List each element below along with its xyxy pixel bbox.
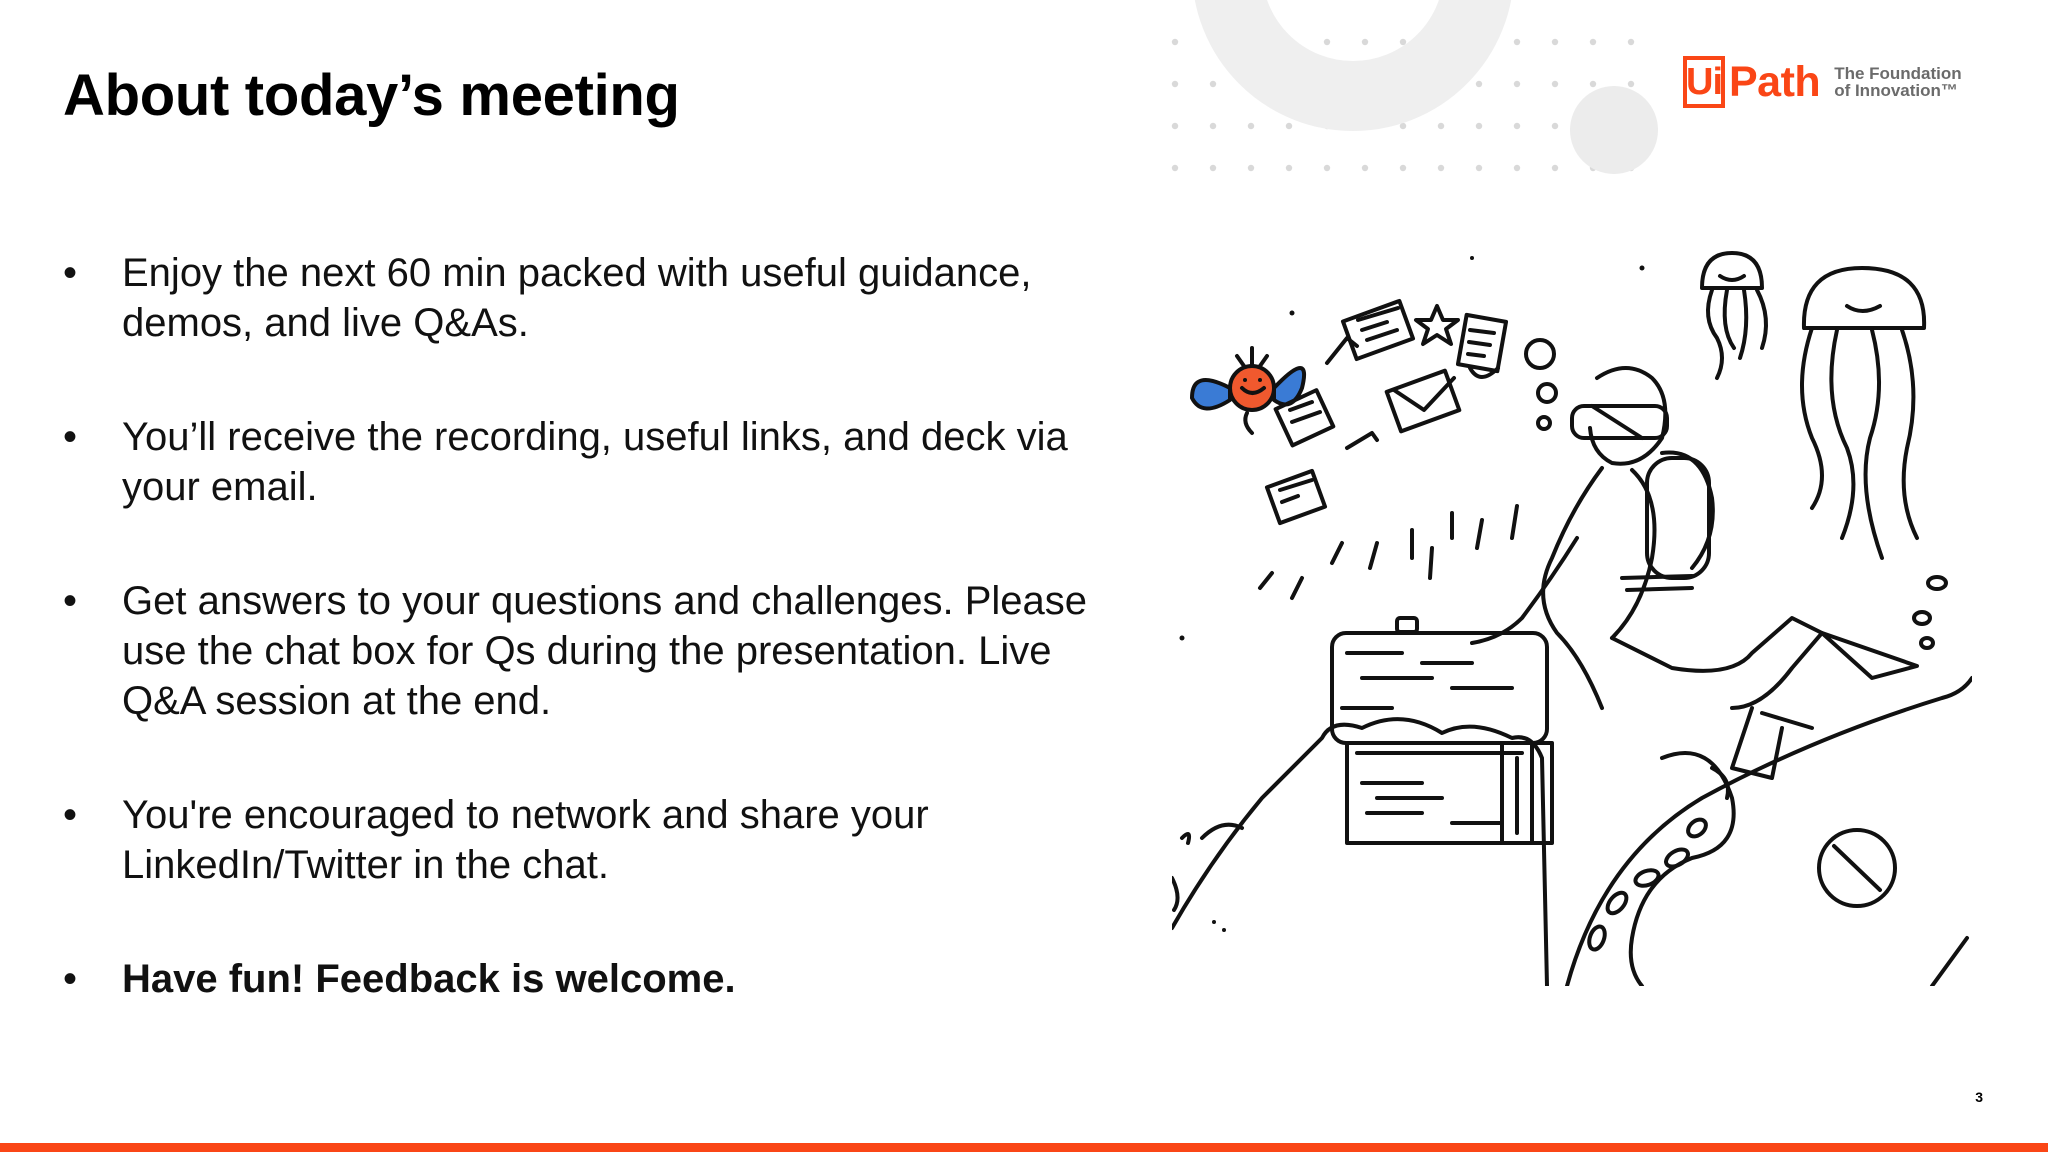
decor-dot — [1324, 39, 1330, 45]
decor-dot — [1248, 123, 1254, 129]
decor-dot — [1172, 123, 1178, 129]
decor-dot — [1210, 123, 1216, 129]
decor-dot — [1362, 39, 1368, 45]
bullet-marker: • — [63, 579, 78, 623]
bullet-text: You’ll receive the recording, useful links, and deck via your email. — [122, 415, 1068, 509]
decor-dot — [1590, 39, 1596, 45]
bullet-item — [63, 790, 1143, 890]
decor-dot — [1286, 123, 1292, 129]
decor-dot — [1324, 165, 1330, 171]
decor-dot — [1362, 165, 1368, 171]
bullet-item — [63, 576, 1143, 726]
logo-tagline — [1834, 65, 1961, 99]
bullet-text: Get answers to your questions and challenges. Please use the chat box for Qs during the presentation. Live Q&A session at the end. — [122, 579, 1088, 723]
background-decoration — [1150, 0, 1670, 190]
decor-dot — [1476, 165, 1482, 171]
bullet-text: You're encouraged to network and share your LinkedIn/Twitter in the chat. — [122, 793, 929, 887]
logo-tagline-line2: of Innovation™ — [1834, 81, 1958, 100]
bottom-accent-bar — [0, 1143, 2048, 1152]
bullet-text: Enjoy the next 60 min packed with useful guidance, demos, and live Q&As. — [122, 251, 1032, 345]
decor-dot — [1552, 123, 1558, 129]
decor-dot — [1628, 39, 1634, 45]
decor-dot — [1400, 123, 1406, 129]
decor-dot — [1514, 39, 1520, 45]
logo-tagline-line1: The Foundation — [1834, 64, 1962, 83]
decor-dot — [1476, 81, 1482, 87]
uipath-logo — [1683, 56, 1962, 108]
decor-dot — [1514, 165, 1520, 171]
decor-dot — [1400, 39, 1406, 45]
decor-dot — [1210, 81, 1216, 87]
logo-wordmark: Path — [1729, 57, 1821, 106]
bullet-item — [63, 954, 1143, 1004]
decor-dot — [1552, 165, 1558, 171]
bullet-item — [63, 248, 1143, 348]
decor-dot — [1552, 39, 1558, 45]
decor-dot — [1552, 81, 1558, 87]
decor-dot — [1286, 165, 1292, 171]
bullet-marker: • — [63, 957, 78, 1001]
decor-dot — [1172, 165, 1178, 171]
bullet-marker: • — [63, 793, 78, 837]
decor-dot — [1172, 39, 1178, 45]
page-title: About today’s meeting — [63, 63, 680, 128]
page-number: 3 — [1975, 1089, 1983, 1105]
decor-dot — [1590, 81, 1596, 87]
logo-box: Ui — [1683, 56, 1725, 108]
bullet-marker: • — [63, 415, 78, 459]
bullet-list — [63, 248, 1143, 1068]
decor-dot — [1476, 123, 1482, 129]
decor-dot — [1248, 165, 1254, 171]
decor-dot — [1210, 165, 1216, 171]
bullet-text: Have fun! Feedback is welcome. — [122, 957, 736, 1001]
bullet-marker: • — [63, 251, 78, 295]
decor-dot — [1514, 81, 1520, 87]
decor-dot — [1172, 81, 1178, 87]
decor-dot — [1628, 81, 1634, 87]
decor-dot — [1438, 123, 1444, 129]
bullet-item — [63, 412, 1143, 512]
decor-dot — [1514, 123, 1520, 129]
diver-treasure-chest-illustration — [1172, 238, 1972, 986]
decor-dot — [1438, 165, 1444, 171]
decor-dot — [1400, 165, 1406, 171]
